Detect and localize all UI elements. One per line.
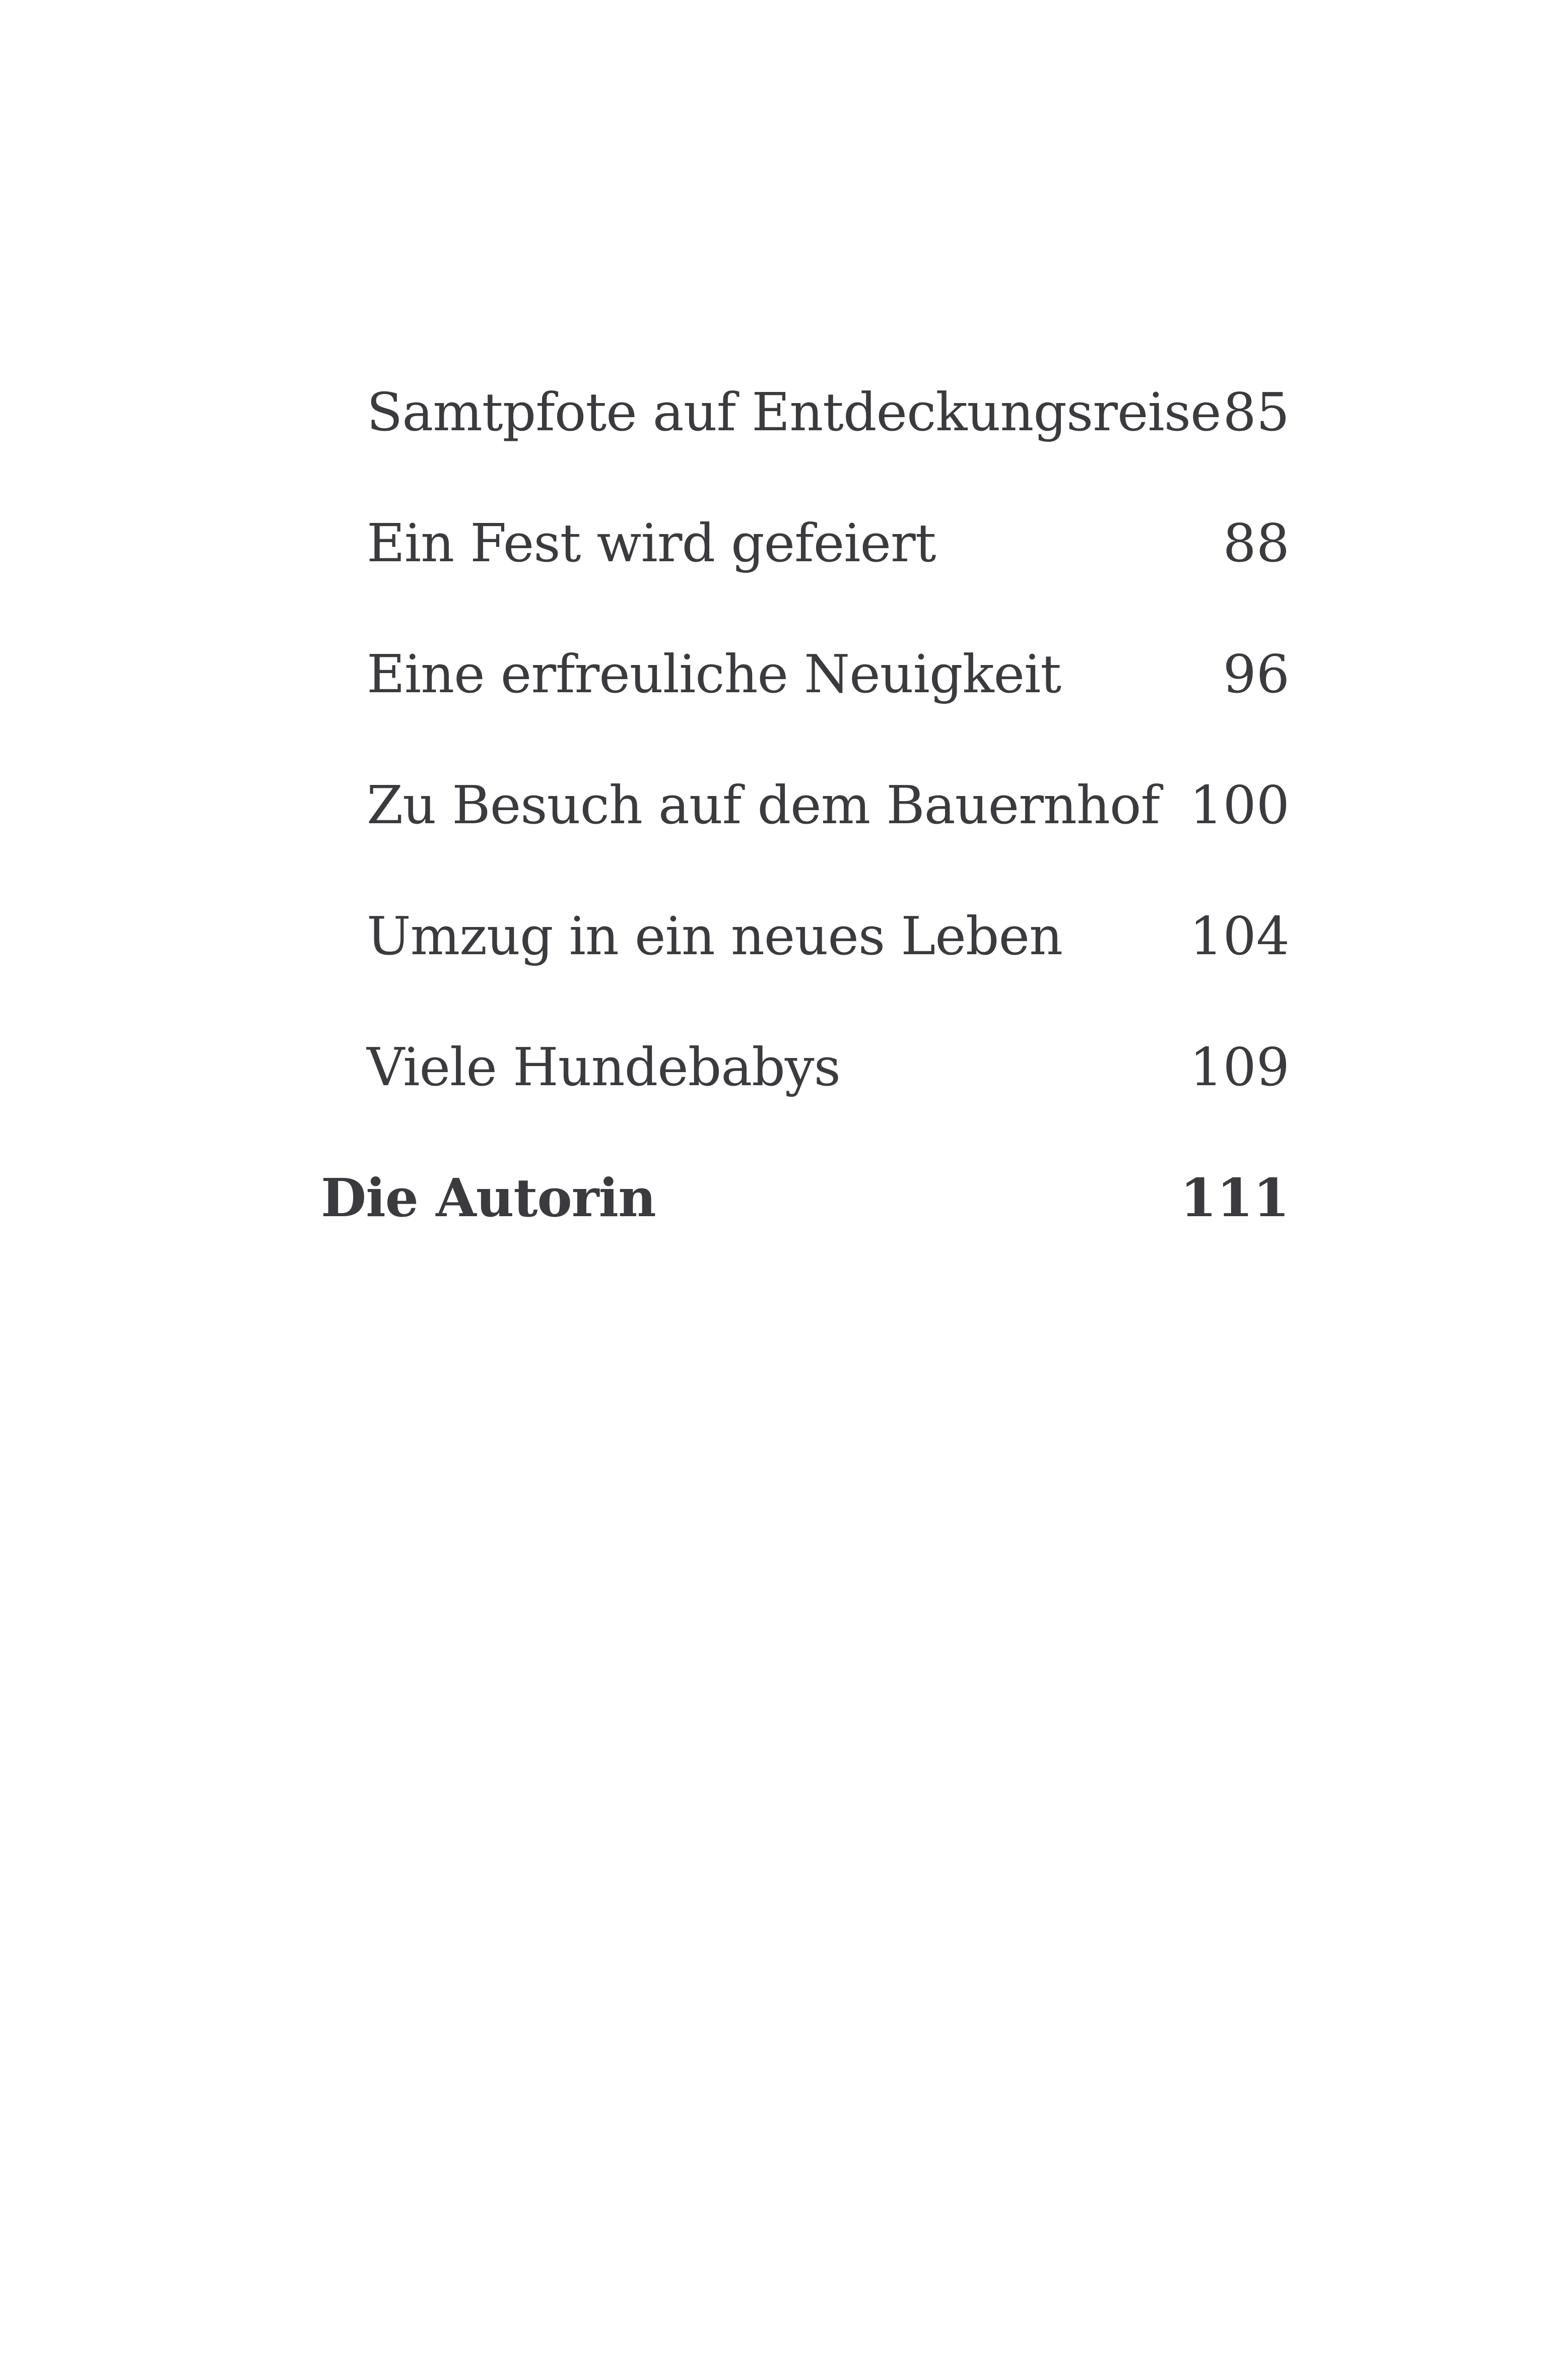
toc-main-entry <box>0 1133 1547 1264</box>
toc-main-entry-title: Die Autorin <box>321 1167 656 1229</box>
toc-entry-page-number: 88 <box>1223 512 1290 574</box>
toc-entry <box>0 871 1547 1002</box>
toc-entry-page-number: 109 <box>1189 1036 1290 1098</box>
toc-entry-title: Zu Besuch auf dem Bauernhof <box>367 774 1160 836</box>
toc-entry <box>0 1002 1547 1133</box>
toc-entry-page-number: 85 <box>1223 381 1290 443</box>
toc-entry-title: Umzug in ein neues Leben <box>367 905 1063 967</box>
toc-entry <box>0 740 1547 871</box>
toc-entry-page-number: 100 <box>1189 774 1290 836</box>
toc-entry-title: Viele Hundebabys <box>367 1036 841 1098</box>
toc-entry-title: Samtpfote auf Entdeckungsreise <box>367 381 1221 443</box>
toc-main-entry-page-number: 111 <box>1180 1167 1290 1229</box>
toc-entry-title: Eine erfreuliche Neuigkeit <box>367 643 1061 705</box>
toc-entry <box>0 609 1547 740</box>
toc-entry-title: Ein Fest wird gefeiert <box>367 512 936 574</box>
toc-entry <box>0 347 1547 478</box>
toc-entry-page-number: 104 <box>1189 905 1290 967</box>
toc-entry <box>0 478 1547 609</box>
toc-entry-page-number: 96 <box>1223 643 1290 705</box>
